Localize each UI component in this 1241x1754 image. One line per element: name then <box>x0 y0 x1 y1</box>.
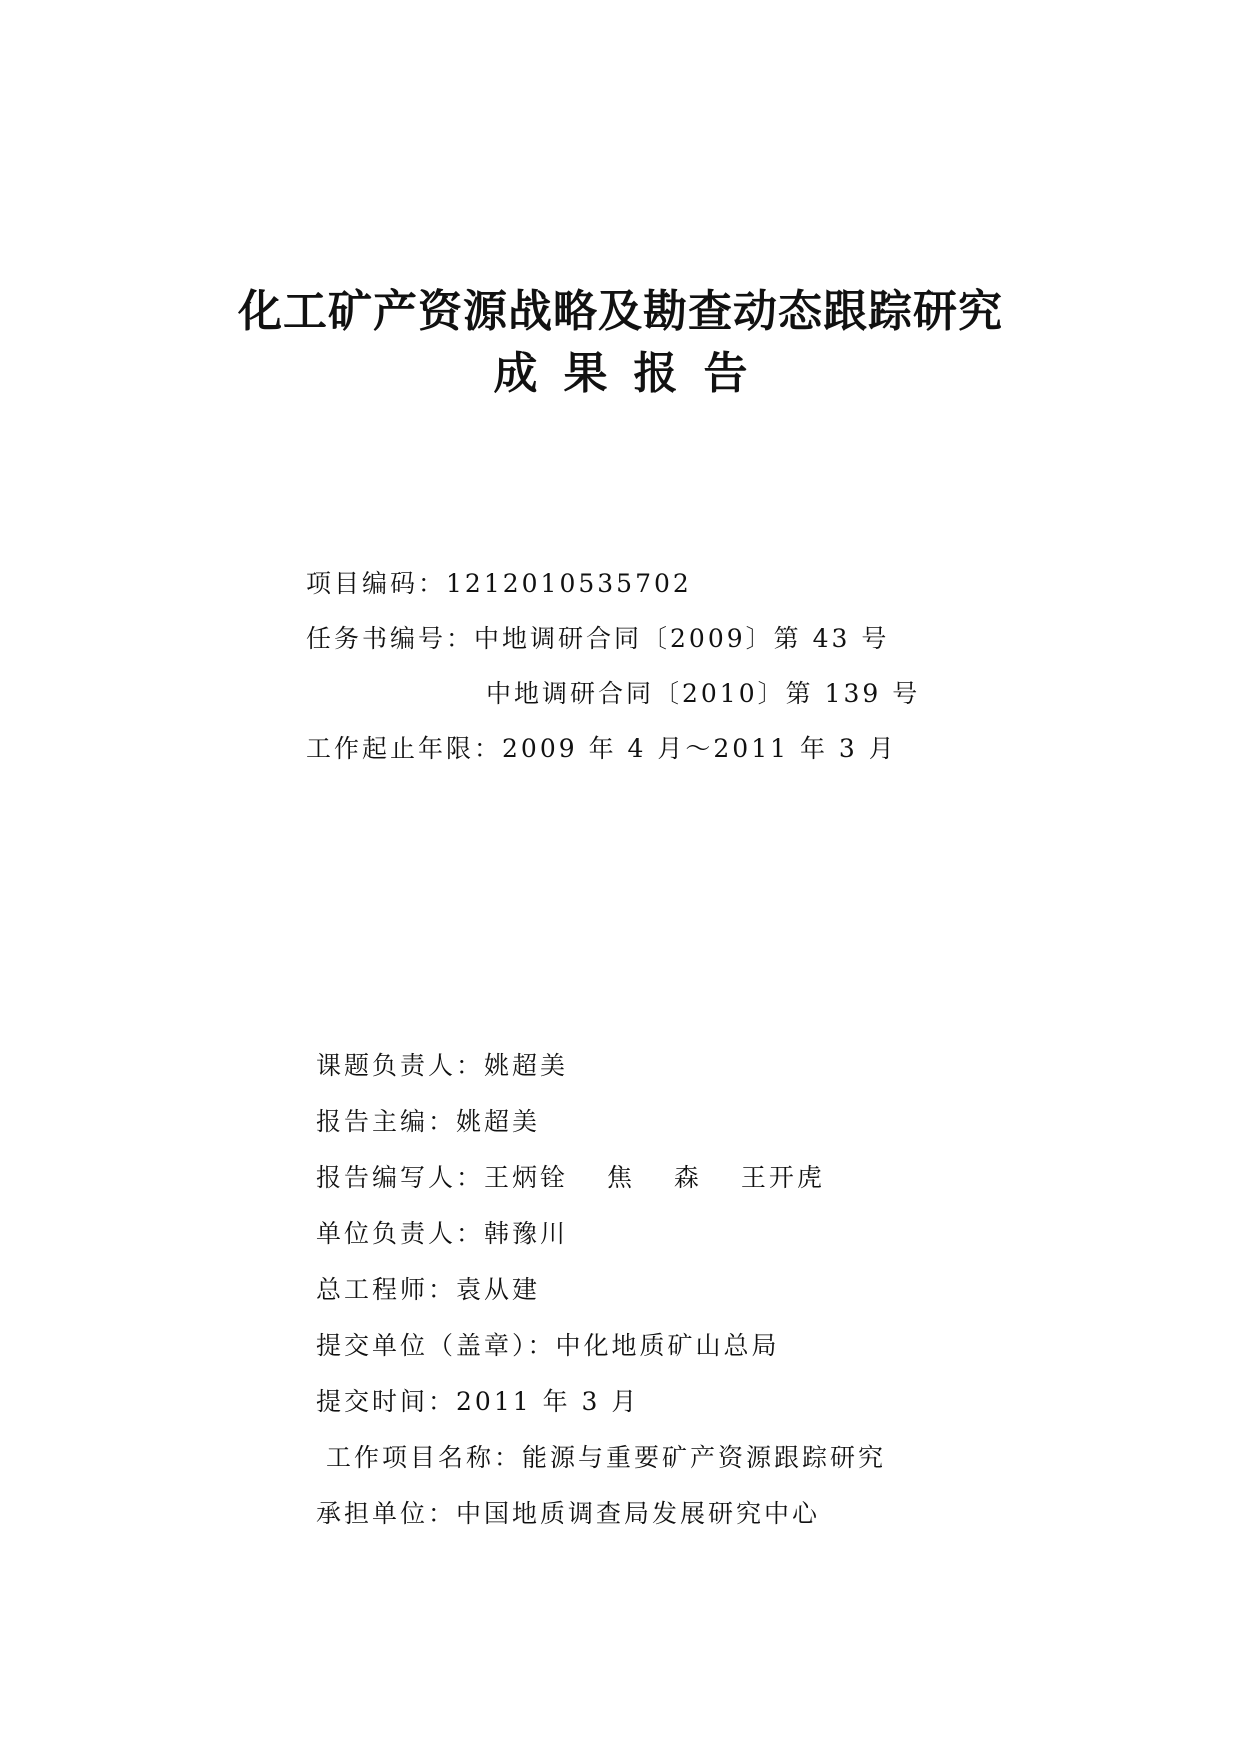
chief-editor-row <box>316 1106 540 1138</box>
report-writers-label: 报告编写人： <box>316 1163 485 1192</box>
unit-head-label: 单位负责人： <box>316 1219 485 1248</box>
submitting-unit-label: 提交单位（盖章）： <box>316 1331 556 1360</box>
report-title: 化工矿产资源战略及勘查动态跟踪研究 <box>238 286 1003 337</box>
report-writers-value: 王炳铨 焦 森 王开虎 <box>484 1163 825 1192</box>
submitting-unit-row <box>316 1330 780 1362</box>
unit-head-value: 韩豫川 <box>484 1219 569 1248</box>
task-number-value-2: 中地调研合同〔2010〕第 139 号 <box>486 679 921 708</box>
task-number-value-1: 中地调研合同〔2009〕第 43 号 <box>474 624 890 653</box>
chief-engineer-row <box>316 1274 540 1306</box>
work-project-name-value: 能源与重要矿产资源跟踪研究 <box>522 1443 887 1472</box>
undertaking-unit-row <box>316 1498 820 1530</box>
chief-editor-label: 报告主编： <box>316 1107 457 1136</box>
task-number-row-2 <box>486 678 920 710</box>
project-leader-row <box>316 1050 568 1082</box>
chief-engineer-label: 总工程师： <box>316 1275 457 1304</box>
work-project-name-row <box>326 1442 886 1474</box>
work-period-row <box>306 733 897 765</box>
submission-time-value: 2011 年 3 月 <box>456 1387 640 1416</box>
undertaking-unit-label: 承担单位： <box>316 1499 457 1528</box>
report-subtitle: 成果报告 <box>493 348 774 399</box>
work-project-name-label: 工作项目名称： <box>326 1443 523 1472</box>
task-number-label: 任务书编号： <box>306 624 475 653</box>
project-code-value: 1212010535702 <box>446 569 692 598</box>
project-leader-value: 姚超美 <box>484 1051 569 1080</box>
unit-head-row <box>316 1218 568 1250</box>
undertaking-unit-value: 中国地质调查局发展研究中心 <box>456 1499 821 1528</box>
project-code-label: 项目编码： <box>306 569 447 598</box>
project-leader-label: 课题负责人： <box>316 1051 485 1080</box>
chief-engineer-value: 袁从建 <box>456 1275 541 1304</box>
project-code-row <box>306 568 692 600</box>
report-writers-row <box>316 1162 825 1194</box>
chief-editor-value: 姚超美 <box>456 1107 541 1136</box>
work-period-value: 2009 年 4 月～2011 年 3 月 <box>502 734 897 763</box>
task-number-row <box>306 623 889 655</box>
submission-time-label: 提交时间： <box>316 1387 457 1416</box>
submitting-unit-value: 中化地质矿山总局 <box>555 1331 780 1360</box>
work-period-label: 工作起止年限： <box>306 734 503 763</box>
submission-time-row <box>316 1386 639 1418</box>
